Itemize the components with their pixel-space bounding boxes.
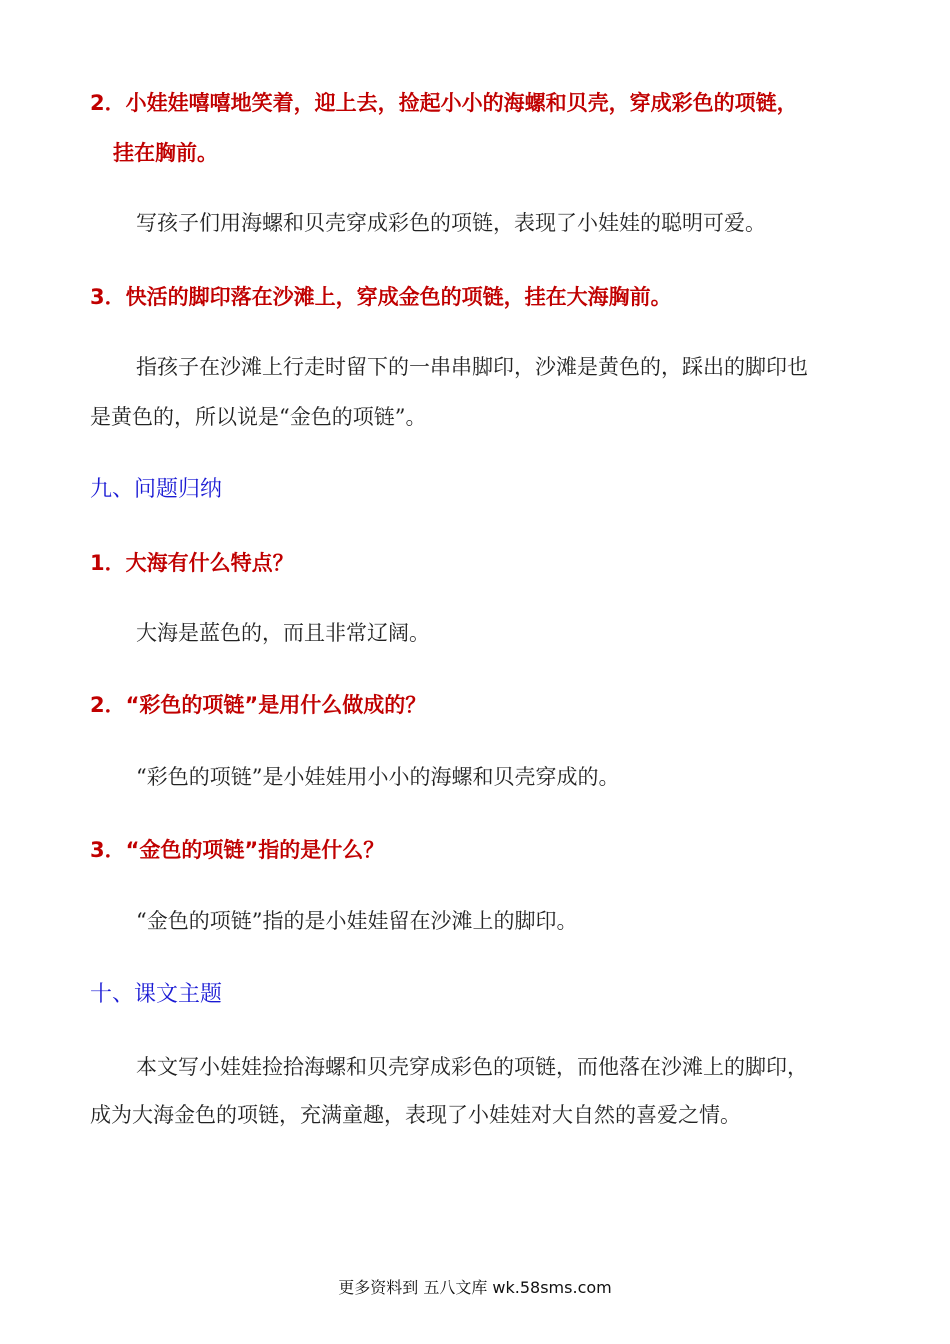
item2-explanation: 写孩子们用海螺和贝壳穿成彩色的项链，表现了小娃娃的聪明可爱。 — [136, 211, 766, 235]
section10-title: 十、课文主题 — [90, 982, 223, 1007]
footer-link-text: 更多资料到 五八文库 wk.58sms.com — [338, 1278, 612, 1297]
item3-explanation-line2: 是黄色的，所以说是“金色的项链”。 — [90, 405, 427, 429]
question3: 3．“金色的项链”指的是什么？ — [90, 838, 385, 862]
question1: 1．大海有什么特点？ — [90, 551, 294, 575]
answer3: “金色的项链”指的是小娃娃留在沙滩上的脚印。 — [136, 909, 578, 933]
section9-title: 九、问题归纳 — [90, 477, 223, 502]
item2-heading-line2: 挂在胸前。 — [113, 141, 218, 165]
theme-line1: 本文写小娃娃捡拾海螺和贝壳穿成彩色的项链，而他落在沙滩上的脚印， — [136, 1055, 808, 1079]
item3-explanation-line1: 指孩子在沙滩上行走时留下的一串串脚印，沙滩是黄色的，踩出的脚印也 — [136, 355, 808, 379]
item3-heading: 3．快活的脚印落在沙滩上，穿成金色的项链，挂在大海胸前。 — [90, 285, 672, 309]
answer1: 大海是蓝色的，而且非常辽阔。 — [136, 621, 430, 645]
answer2: “彩色的项链”是小娃娃用小小的海螺和贝壳穿成的。 — [136, 765, 620, 789]
item2-heading-line1: 2．小娃娃嘻嘻地笑着，迎上去，捡起小小的海螺和贝壳，穿成彩色的项链， — [90, 91, 798, 115]
theme-line2: 成为大海金色的项链，充满童趣，表现了小娃娃对大自然的喜爱之情。 — [90, 1103, 741, 1127]
question2: 2．“彩色的项链”是用什么做成的？ — [90, 693, 427, 717]
